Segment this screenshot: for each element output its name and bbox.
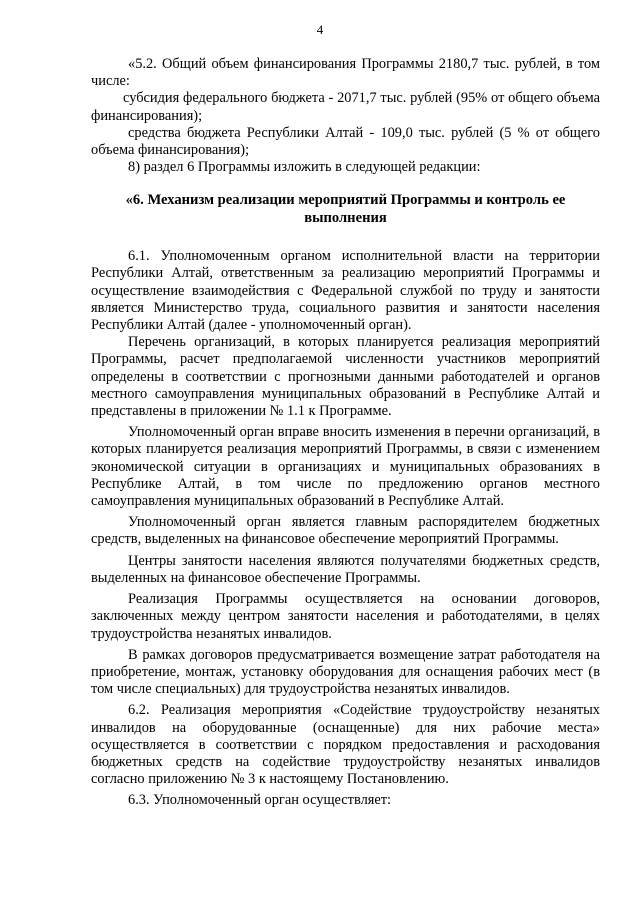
- section-heading: «6. Механизм реализации мероприятий Программы и контроль ее выполнения: [125, 192, 566, 226]
- paragraph-cost-reimbursement: В рамках договоров предусматривается возмещение затрат работодателя на приобретение, монтаж, установку оборудования для оснащения рабочих мест (в том числе специальных) для трудоустройства незанятых инвалидов.: [91, 646, 600, 698]
- paragraph-organizations-list: Перечень организаций, в которых планируется реализация мероприятий Программы, расчет предполагаемой численности участников мероприятий определены в соответствии с прогнозными данными работодателей и органов местного самоуправления муниципальных образований в Республике Алтай и представлены в приложении № 1.1 к Программе.: [91, 334, 600, 420]
- paragraph-6-3: 6.3. Уполномоченный орган осуществляет:: [128, 792, 392, 809]
- document-body: [91, 56, 600, 810]
- paragraph-6-2: 6.2. Реализация мероприятия «Содействие трудоустройству незанятых инвалидов на оборудованные (оснащенные) для них рабочие места» осуществляется в соответствии с порядком предоставления и расходования бюджетных средств на содействие трудоустройству незанятых инвалидов согласно приложению № 3 к настоящему Постановлению.: [91, 702, 600, 788]
- page-number: 4: [316, 22, 324, 37]
- paragraph-contracts: Реализация Программы осуществляется на основании договоров, заключенных между центром занятости населения и работодателями, в целях трудоустройства незанятых инвалидов.: [91, 591, 600, 642]
- paragraph-list-changes: Уполномоченный орган вправе вносить изменения в перечни организаций, в которых планируется реализация мероприятий Программы, в связи с изменением экономической ситуации в организациях и муниципальных образованиях в Республике Алтай, в том числе по предложению органов местного самоуправления муниципальных образований в Республике Алтай.: [91, 424, 600, 510]
- paragraph-6-1: 6.1. Уполномоченным органом исполнительной власти на территории Республики Алтай, ответственным за реализацию мероприятий Программы и осуществление взаимодействия с Федеральной службой по труду и занятости является Министерство труда, социального развития и занятости населения Республики Алтай (далее - уполномоченный орган).: [91, 248, 600, 334]
- paragraph-employment-centers: Центры занятости населения являются получателями бюджетных средств, выделенных на финансовое обеспечение Программы.: [91, 552, 600, 586]
- paragraph-section-6-intro: 8) раздел 6 Программы изложить в следующей редакции:: [128, 159, 481, 176]
- paragraph-financing-total: «5.2. Общий объем финансирования Программы 2180,7 тыс. рублей, в том числе:: [91, 56, 600, 90]
- paragraph-republic-funds: средства бюджета Республики Алтай - 109,0 тыс. рублей (5 % от общего объема финансирования);: [91, 124, 600, 159]
- paragraph-budget-administrator: Уполномоченный орган является главным распорядителем бюджетных средств, выделенных на финансовое обеспечение мероприятий Программы.: [91, 514, 600, 548]
- paragraph-federal-subsidy: субсидия федерального бюджета - 2071,7 тыс. рублей (95% от общего объема финансирования);: [91, 90, 600, 124]
